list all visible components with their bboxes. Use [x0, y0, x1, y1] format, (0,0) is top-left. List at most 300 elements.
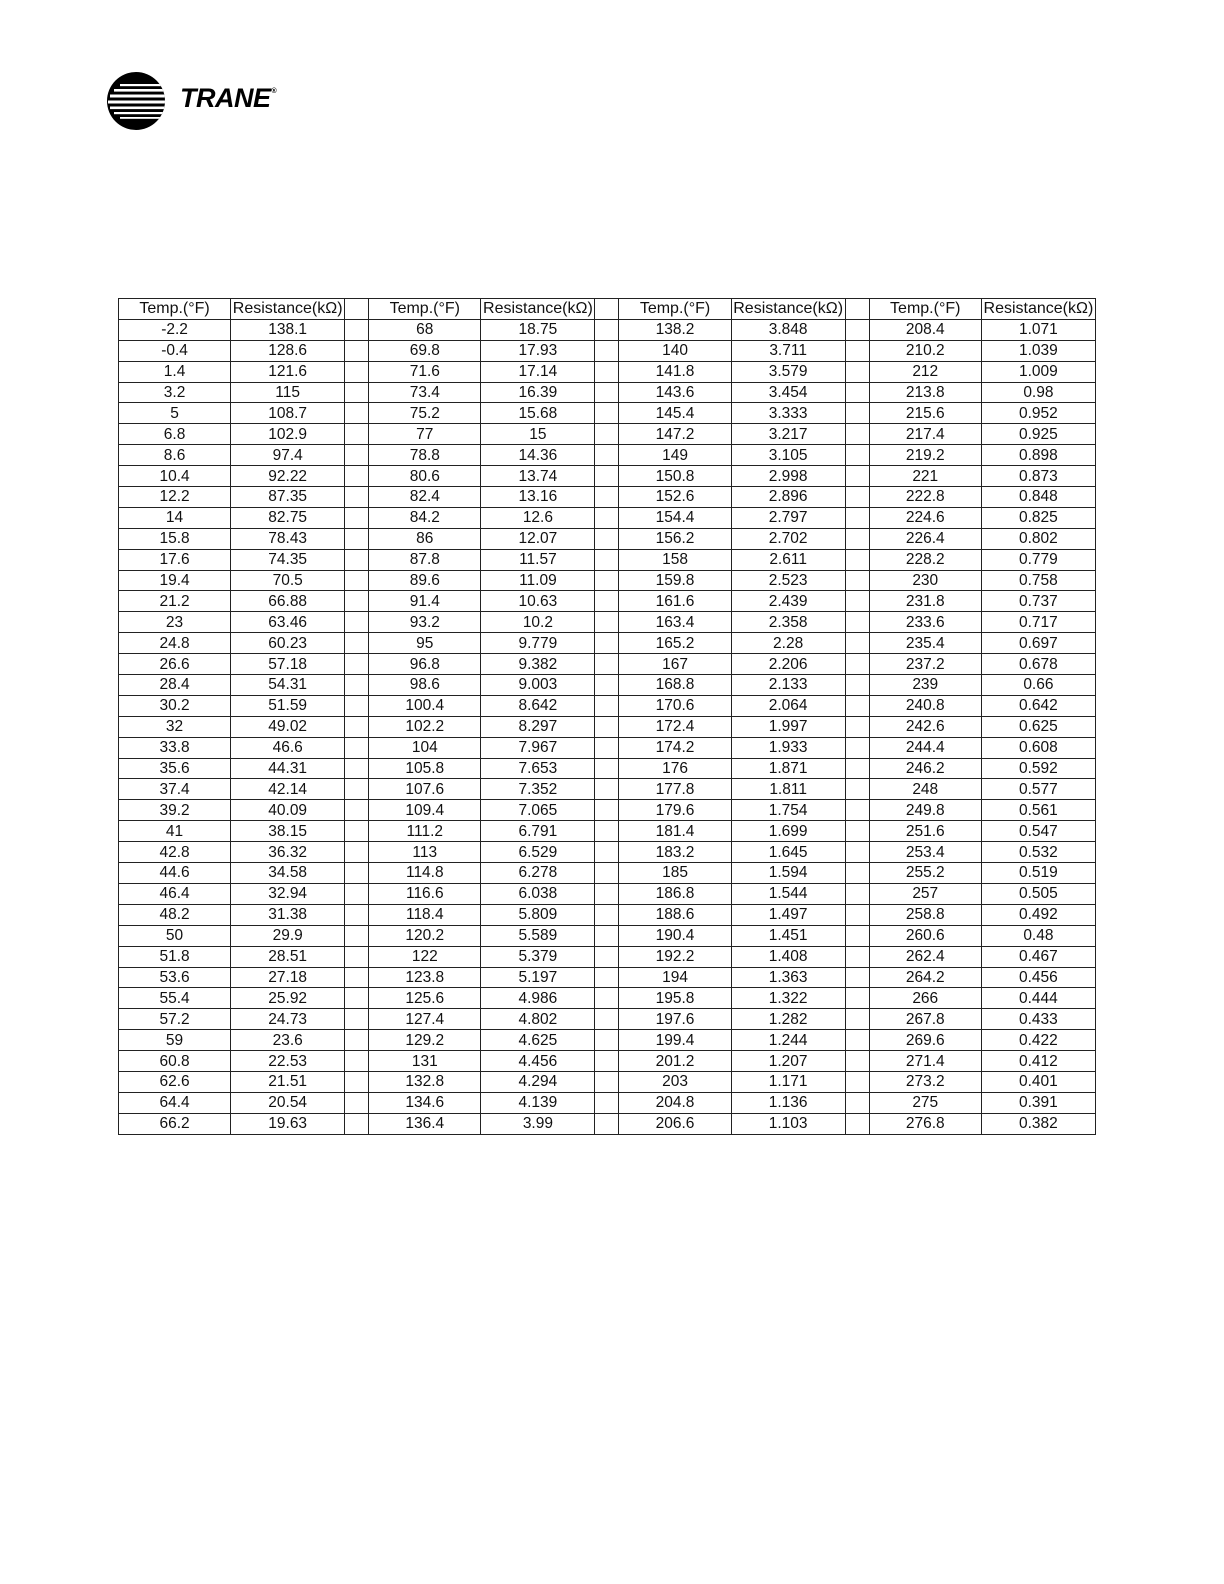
- group-separator: [595, 1030, 619, 1051]
- resistance-cell: 0.444: [981, 988, 1095, 1009]
- table-row: [119, 549, 1096, 570]
- group-separator: [845, 1071, 869, 1092]
- table-row: [119, 528, 1096, 549]
- group-separator: [845, 633, 869, 654]
- resistance-cell: 6.038: [481, 883, 595, 904]
- temp-cell: 199.4: [619, 1030, 731, 1051]
- resistance-cell: 0.433: [981, 1009, 1095, 1030]
- temp-cell: 98.6: [369, 675, 481, 696]
- resistance-cell: 0.66: [981, 675, 1095, 696]
- group-separator: [345, 340, 369, 361]
- temp-cell: 64.4: [119, 1092, 231, 1113]
- temp-cell: 204.8: [619, 1092, 731, 1113]
- group-separator: [345, 716, 369, 737]
- resistance-cell: 3.454: [731, 382, 845, 403]
- resistance-cell: 0.98: [981, 382, 1095, 403]
- group-separator: [845, 800, 869, 821]
- resistance-cell: 0.952: [981, 403, 1095, 424]
- temp-cell: 275: [869, 1092, 981, 1113]
- resistance-cell: 36.32: [231, 842, 345, 863]
- resistance-cell: 3.99: [481, 1113, 595, 1134]
- group-separator: [345, 988, 369, 1009]
- temp-cell: 239: [869, 675, 981, 696]
- group-separator: [845, 612, 869, 633]
- group-separator: [595, 487, 619, 508]
- group-separator: [345, 528, 369, 549]
- resistance-cell: 17.14: [481, 361, 595, 382]
- temp-cell: 145.4: [619, 403, 731, 424]
- group-separator: [345, 445, 369, 466]
- resistance-cell: 1.171: [731, 1071, 845, 1092]
- temp-cell: 212: [869, 361, 981, 382]
- resistance-cell: 7.653: [481, 758, 595, 779]
- group-separator: [845, 675, 869, 696]
- resistance-cell: 9.382: [481, 654, 595, 675]
- temp-cell: 24.8: [119, 633, 231, 654]
- resistance-cell: 0.519: [981, 863, 1095, 884]
- resistance-cell: 7.967: [481, 737, 595, 758]
- table-row: [119, 445, 1096, 466]
- group-separator: [345, 466, 369, 487]
- resistance-cell: 54.31: [231, 675, 345, 696]
- group-separator: [845, 695, 869, 716]
- resistance-cell: 4.294: [481, 1071, 595, 1092]
- group-separator: [345, 675, 369, 696]
- group-separator: [595, 612, 619, 633]
- table-row: [119, 821, 1096, 842]
- group-separator: [595, 883, 619, 904]
- temp-cell: 183.2: [619, 842, 731, 863]
- table-row: [119, 1092, 1096, 1113]
- temp-cell: 15.8: [119, 528, 231, 549]
- temp-cell: 62.6: [119, 1071, 231, 1092]
- group-separator: [595, 1051, 619, 1072]
- group-separator: [595, 800, 619, 821]
- group-separator: [845, 340, 869, 361]
- table-row: [119, 570, 1096, 591]
- group-separator: [845, 591, 869, 612]
- group-separator: [345, 570, 369, 591]
- resistance-cell: 3.217: [731, 424, 845, 445]
- temp-cell: 152.6: [619, 487, 731, 508]
- resistance-cell: 1.594: [731, 863, 845, 884]
- resistance-cell: 19.63: [231, 1113, 345, 1134]
- temp-cell: 266: [869, 988, 981, 1009]
- group-separator: [345, 779, 369, 800]
- table-header-row: [119, 299, 1096, 320]
- temp-cell: 244.4: [869, 737, 981, 758]
- resistance-cell: 5.379: [481, 946, 595, 967]
- resistance-cell: 4.139: [481, 1092, 595, 1113]
- temp-cell: 248: [869, 779, 981, 800]
- temp-header: Temp.(°F): [369, 299, 481, 320]
- temp-cell: 141.8: [619, 361, 731, 382]
- table-row: [119, 800, 1096, 821]
- group-separator: [595, 299, 619, 320]
- temp-cell: 48.2: [119, 904, 231, 925]
- group-separator: [845, 528, 869, 549]
- resistance-cell: 0.382: [981, 1113, 1095, 1134]
- group-separator: [345, 946, 369, 967]
- resistance-cell: 14.36: [481, 445, 595, 466]
- resistance-header: Resistance(kΩ): [231, 299, 345, 320]
- resistance-cell: 1.207: [731, 1051, 845, 1072]
- temp-cell: 136.4: [369, 1113, 481, 1134]
- temp-cell: 57.2: [119, 1009, 231, 1030]
- resistance-cell: 0.401: [981, 1071, 1095, 1092]
- group-separator: [595, 654, 619, 675]
- temp-cell: -2.2: [119, 319, 231, 340]
- temp-cell: 246.2: [869, 758, 981, 779]
- temp-cell: 35.6: [119, 758, 231, 779]
- resistance-cell: 25.92: [231, 988, 345, 1009]
- temp-cell: 233.6: [869, 612, 981, 633]
- group-separator: [345, 883, 369, 904]
- resistance-cell: 0.48: [981, 925, 1095, 946]
- resistance-cell: 108.7: [231, 403, 345, 424]
- temp-cell: 114.8: [369, 863, 481, 884]
- temp-cell: 215.6: [869, 403, 981, 424]
- temp-cell: 258.8: [869, 904, 981, 925]
- group-separator: [345, 591, 369, 612]
- resistance-cell: 0.625: [981, 716, 1095, 737]
- resistance-cell: 1.322: [731, 988, 845, 1009]
- group-separator: [845, 549, 869, 570]
- temp-cell: 8.6: [119, 445, 231, 466]
- resistance-cell: 13.16: [481, 487, 595, 508]
- temp-cell: 226.4: [869, 528, 981, 549]
- resistance-cell: 18.75: [481, 319, 595, 340]
- temp-cell: 159.8: [619, 570, 731, 591]
- temp-cell: 161.6: [619, 591, 731, 612]
- temp-cell: 51.8: [119, 946, 231, 967]
- group-separator: [845, 967, 869, 988]
- resistance-cell: 17.93: [481, 340, 595, 361]
- temp-cell: 46.4: [119, 883, 231, 904]
- temp-cell: 201.2: [619, 1051, 731, 1072]
- temp-cell: 86: [369, 528, 481, 549]
- temp-cell: 206.6: [619, 1113, 731, 1134]
- resistance-cell: 4.625: [481, 1030, 595, 1051]
- table-body: [119, 319, 1096, 1134]
- table-row: [119, 319, 1096, 340]
- resistance-cell: 3.848: [731, 319, 845, 340]
- resistance-cell: 1.497: [731, 904, 845, 925]
- temp-cell: 257: [869, 883, 981, 904]
- temp-cell: 140: [619, 340, 731, 361]
- table-row: [119, 591, 1096, 612]
- temp-cell: 129.2: [369, 1030, 481, 1051]
- temp-cell: 174.2: [619, 737, 731, 758]
- temp-cell: 269.6: [869, 1030, 981, 1051]
- temp-cell: 271.4: [869, 1051, 981, 1072]
- temp-cell: 179.6: [619, 800, 731, 821]
- temp-cell: 167: [619, 654, 731, 675]
- resistance-cell: 6.278: [481, 863, 595, 884]
- group-separator: [595, 925, 619, 946]
- temp-cell: 176: [619, 758, 731, 779]
- group-separator: [595, 466, 619, 487]
- temp-cell: 190.4: [619, 925, 731, 946]
- temp-cell: 168.8: [619, 675, 731, 696]
- temp-cell: 23: [119, 612, 231, 633]
- resistance-cell: 1.244: [731, 1030, 845, 1051]
- temp-cell: 260.6: [869, 925, 981, 946]
- group-separator: [595, 403, 619, 424]
- table-row: [119, 654, 1096, 675]
- resistance-cell: 0.467: [981, 946, 1095, 967]
- group-separator: [595, 737, 619, 758]
- group-separator: [845, 988, 869, 1009]
- group-separator: [845, 842, 869, 863]
- resistance-cell: 2.998: [731, 466, 845, 487]
- temp-cell: 109.4: [369, 800, 481, 821]
- table-row: [119, 675, 1096, 696]
- group-separator: [845, 863, 869, 884]
- temp-cell: 203: [619, 1071, 731, 1092]
- temp-cell: 120.2: [369, 925, 481, 946]
- resistance-cell: 49.02: [231, 716, 345, 737]
- group-separator: [845, 1092, 869, 1113]
- temp-cell: 195.8: [619, 988, 731, 1009]
- resistance-cell: 16.39: [481, 382, 595, 403]
- resistance-cell: 0.642: [981, 695, 1095, 716]
- group-separator: [345, 863, 369, 884]
- temp-cell: 1.4: [119, 361, 231, 382]
- table-row: [119, 988, 1096, 1009]
- group-separator: [345, 821, 369, 842]
- temp-cell: 181.4: [619, 821, 731, 842]
- temp-cell: 33.8: [119, 737, 231, 758]
- group-separator: [345, 1113, 369, 1134]
- temp-cell: 185: [619, 863, 731, 884]
- temp-cell: 147.2: [619, 424, 731, 445]
- temp-cell: 156.2: [619, 528, 731, 549]
- temp-cell: 118.4: [369, 904, 481, 925]
- group-separator: [345, 737, 369, 758]
- group-separator: [345, 1092, 369, 1113]
- temp-cell: 28.4: [119, 675, 231, 696]
- temp-cell: 138.2: [619, 319, 731, 340]
- resistance-cell: 0.758: [981, 570, 1095, 591]
- temp-cell: 219.2: [869, 445, 981, 466]
- resistance-cell: 4.456: [481, 1051, 595, 1072]
- resistance-cell: 13.74: [481, 466, 595, 487]
- resistance-cell: 15: [481, 424, 595, 445]
- temp-cell: 39.2: [119, 800, 231, 821]
- group-separator: [595, 570, 619, 591]
- temp-cell: 170.6: [619, 695, 731, 716]
- group-separator: [345, 382, 369, 403]
- temp-cell: -0.4: [119, 340, 231, 361]
- temp-cell: 154.4: [619, 507, 731, 528]
- temp-cell: 78.8: [369, 445, 481, 466]
- resistance-cell: 31.38: [231, 904, 345, 925]
- resistance-cell: 0.898: [981, 445, 1095, 466]
- resistance-cell: 0.873: [981, 466, 1095, 487]
- resistance-cell: 2.797: [731, 507, 845, 528]
- group-separator: [595, 445, 619, 466]
- temp-cell: 30.2: [119, 695, 231, 716]
- resistance-cell: 2.28: [731, 633, 845, 654]
- table-row: [119, 466, 1096, 487]
- temp-cell: 104: [369, 737, 481, 758]
- temp-cell: 237.2: [869, 654, 981, 675]
- table-row: [119, 779, 1096, 800]
- temp-cell: 134.6: [369, 1092, 481, 1113]
- temp-cell: 80.6: [369, 466, 481, 487]
- temp-cell: 267.8: [869, 1009, 981, 1030]
- temp-cell: 172.4: [619, 716, 731, 737]
- resistance-cell: 0.505: [981, 883, 1095, 904]
- temp-cell: 276.8: [869, 1113, 981, 1134]
- group-separator: [845, 716, 869, 737]
- group-separator: [595, 340, 619, 361]
- temp-cell: 122: [369, 946, 481, 967]
- resistance-cell: 0.848: [981, 487, 1095, 508]
- group-separator: [595, 821, 619, 842]
- temp-header: Temp.(°F): [619, 299, 731, 320]
- resistance-cell: 23.6: [231, 1030, 345, 1051]
- resistance-cell: 2.896: [731, 487, 845, 508]
- table-row: [119, 507, 1096, 528]
- group-separator: [345, 612, 369, 633]
- temp-cell: 131: [369, 1051, 481, 1072]
- temp-cell: 84.2: [369, 507, 481, 528]
- table-row: [119, 946, 1096, 967]
- resistance-cell: 1.933: [731, 737, 845, 758]
- temp-cell: 255.2: [869, 863, 981, 884]
- table-row: [119, 487, 1096, 508]
- table-row: [119, 967, 1096, 988]
- resistance-cell: 28.51: [231, 946, 345, 967]
- table-row: [119, 863, 1096, 884]
- group-separator: [595, 863, 619, 884]
- temp-cell: 95: [369, 633, 481, 654]
- resistance-cell: 1.645: [731, 842, 845, 863]
- temp-cell: 69.8: [369, 340, 481, 361]
- resistance-header: Resistance(kΩ): [731, 299, 845, 320]
- group-separator: [845, 466, 869, 487]
- resistance-cell: 1.039: [981, 340, 1095, 361]
- group-separator: [595, 361, 619, 382]
- resistance-cell: 0.825: [981, 507, 1095, 528]
- resistance-cell: 2.358: [731, 612, 845, 633]
- table-row: [119, 842, 1096, 863]
- resistance-cell: 5.809: [481, 904, 595, 925]
- resistance-cell: 12.07: [481, 528, 595, 549]
- temp-cell: 158: [619, 549, 731, 570]
- temp-cell: 73.4: [369, 382, 481, 403]
- resistance-cell: 0.925: [981, 424, 1095, 445]
- group-separator: [595, 549, 619, 570]
- group-separator: [845, 883, 869, 904]
- temp-cell: 66.2: [119, 1113, 231, 1134]
- temp-cell: 213.8: [869, 382, 981, 403]
- group-separator: [345, 758, 369, 779]
- resistance-cell: 121.6: [231, 361, 345, 382]
- resistance-cell: 57.18: [231, 654, 345, 675]
- resistance-cell: 3.711: [731, 340, 845, 361]
- group-separator: [595, 842, 619, 863]
- temp-cell: 53.6: [119, 967, 231, 988]
- resistance-cell: 34.58: [231, 863, 345, 884]
- resistance-cell: 0.456: [981, 967, 1095, 988]
- group-separator: [845, 487, 869, 508]
- temp-cell: 111.2: [369, 821, 481, 842]
- resistance-cell: 70.5: [231, 570, 345, 591]
- temp-cell: 26.6: [119, 654, 231, 675]
- group-separator: [595, 1092, 619, 1113]
- resistance-cell: 5.589: [481, 925, 595, 946]
- group-separator: [345, 487, 369, 508]
- resistance-cell: 82.75: [231, 507, 345, 528]
- temp-cell: 68: [369, 319, 481, 340]
- group-separator: [345, 1071, 369, 1092]
- table-row: [119, 758, 1096, 779]
- temp-cell: 3.2: [119, 382, 231, 403]
- table-row: [119, 883, 1096, 904]
- resistance-cell: 11.09: [481, 570, 595, 591]
- resistance-cell: 8.642: [481, 695, 595, 716]
- resistance-cell: 0.592: [981, 758, 1095, 779]
- group-separator: [345, 842, 369, 863]
- table-row: [119, 904, 1096, 925]
- resistance-cell: 2.523: [731, 570, 845, 591]
- temp-cell: 188.6: [619, 904, 731, 925]
- table-row: [119, 737, 1096, 758]
- temp-cell: 264.2: [869, 967, 981, 988]
- group-separator: [345, 549, 369, 570]
- resistance-cell: 3.579: [731, 361, 845, 382]
- temp-cell: 6.8: [119, 424, 231, 445]
- temp-cell: 127.4: [369, 1009, 481, 1030]
- group-separator: [845, 424, 869, 445]
- temp-cell: 75.2: [369, 403, 481, 424]
- group-separator: [845, 946, 869, 967]
- temp-cell: 273.2: [869, 1071, 981, 1092]
- resistance-cell: 3.333: [731, 403, 845, 424]
- resistance-cell: 7.352: [481, 779, 595, 800]
- group-separator: [595, 507, 619, 528]
- table-row: [119, 340, 1096, 361]
- table-row: [119, 925, 1096, 946]
- resistance-cell: 102.9: [231, 424, 345, 445]
- resistance-cell: 1.103: [731, 1113, 845, 1134]
- resistance-cell: 8.297: [481, 716, 595, 737]
- group-separator: [595, 716, 619, 737]
- temp-cell: 41: [119, 821, 231, 842]
- resistance-cell: 10.63: [481, 591, 595, 612]
- group-separator: [845, 299, 869, 320]
- group-separator: [845, 821, 869, 842]
- resistance-cell: 0.547: [981, 821, 1095, 842]
- resistance-cell: 7.065: [481, 800, 595, 821]
- temp-header: Temp.(°F): [869, 299, 981, 320]
- temp-cell: 249.8: [869, 800, 981, 821]
- table-row: [119, 1030, 1096, 1051]
- resistance-cell: 2.611: [731, 549, 845, 570]
- table-row: [119, 361, 1096, 382]
- temp-cell: 87.8: [369, 549, 481, 570]
- group-separator: [845, 319, 869, 340]
- resistance-cell: 0.802: [981, 528, 1095, 549]
- temp-cell: 123.8: [369, 967, 481, 988]
- group-separator: [345, 904, 369, 925]
- group-separator: [345, 967, 369, 988]
- temp-cell: 21.2: [119, 591, 231, 612]
- table-row: [119, 382, 1096, 403]
